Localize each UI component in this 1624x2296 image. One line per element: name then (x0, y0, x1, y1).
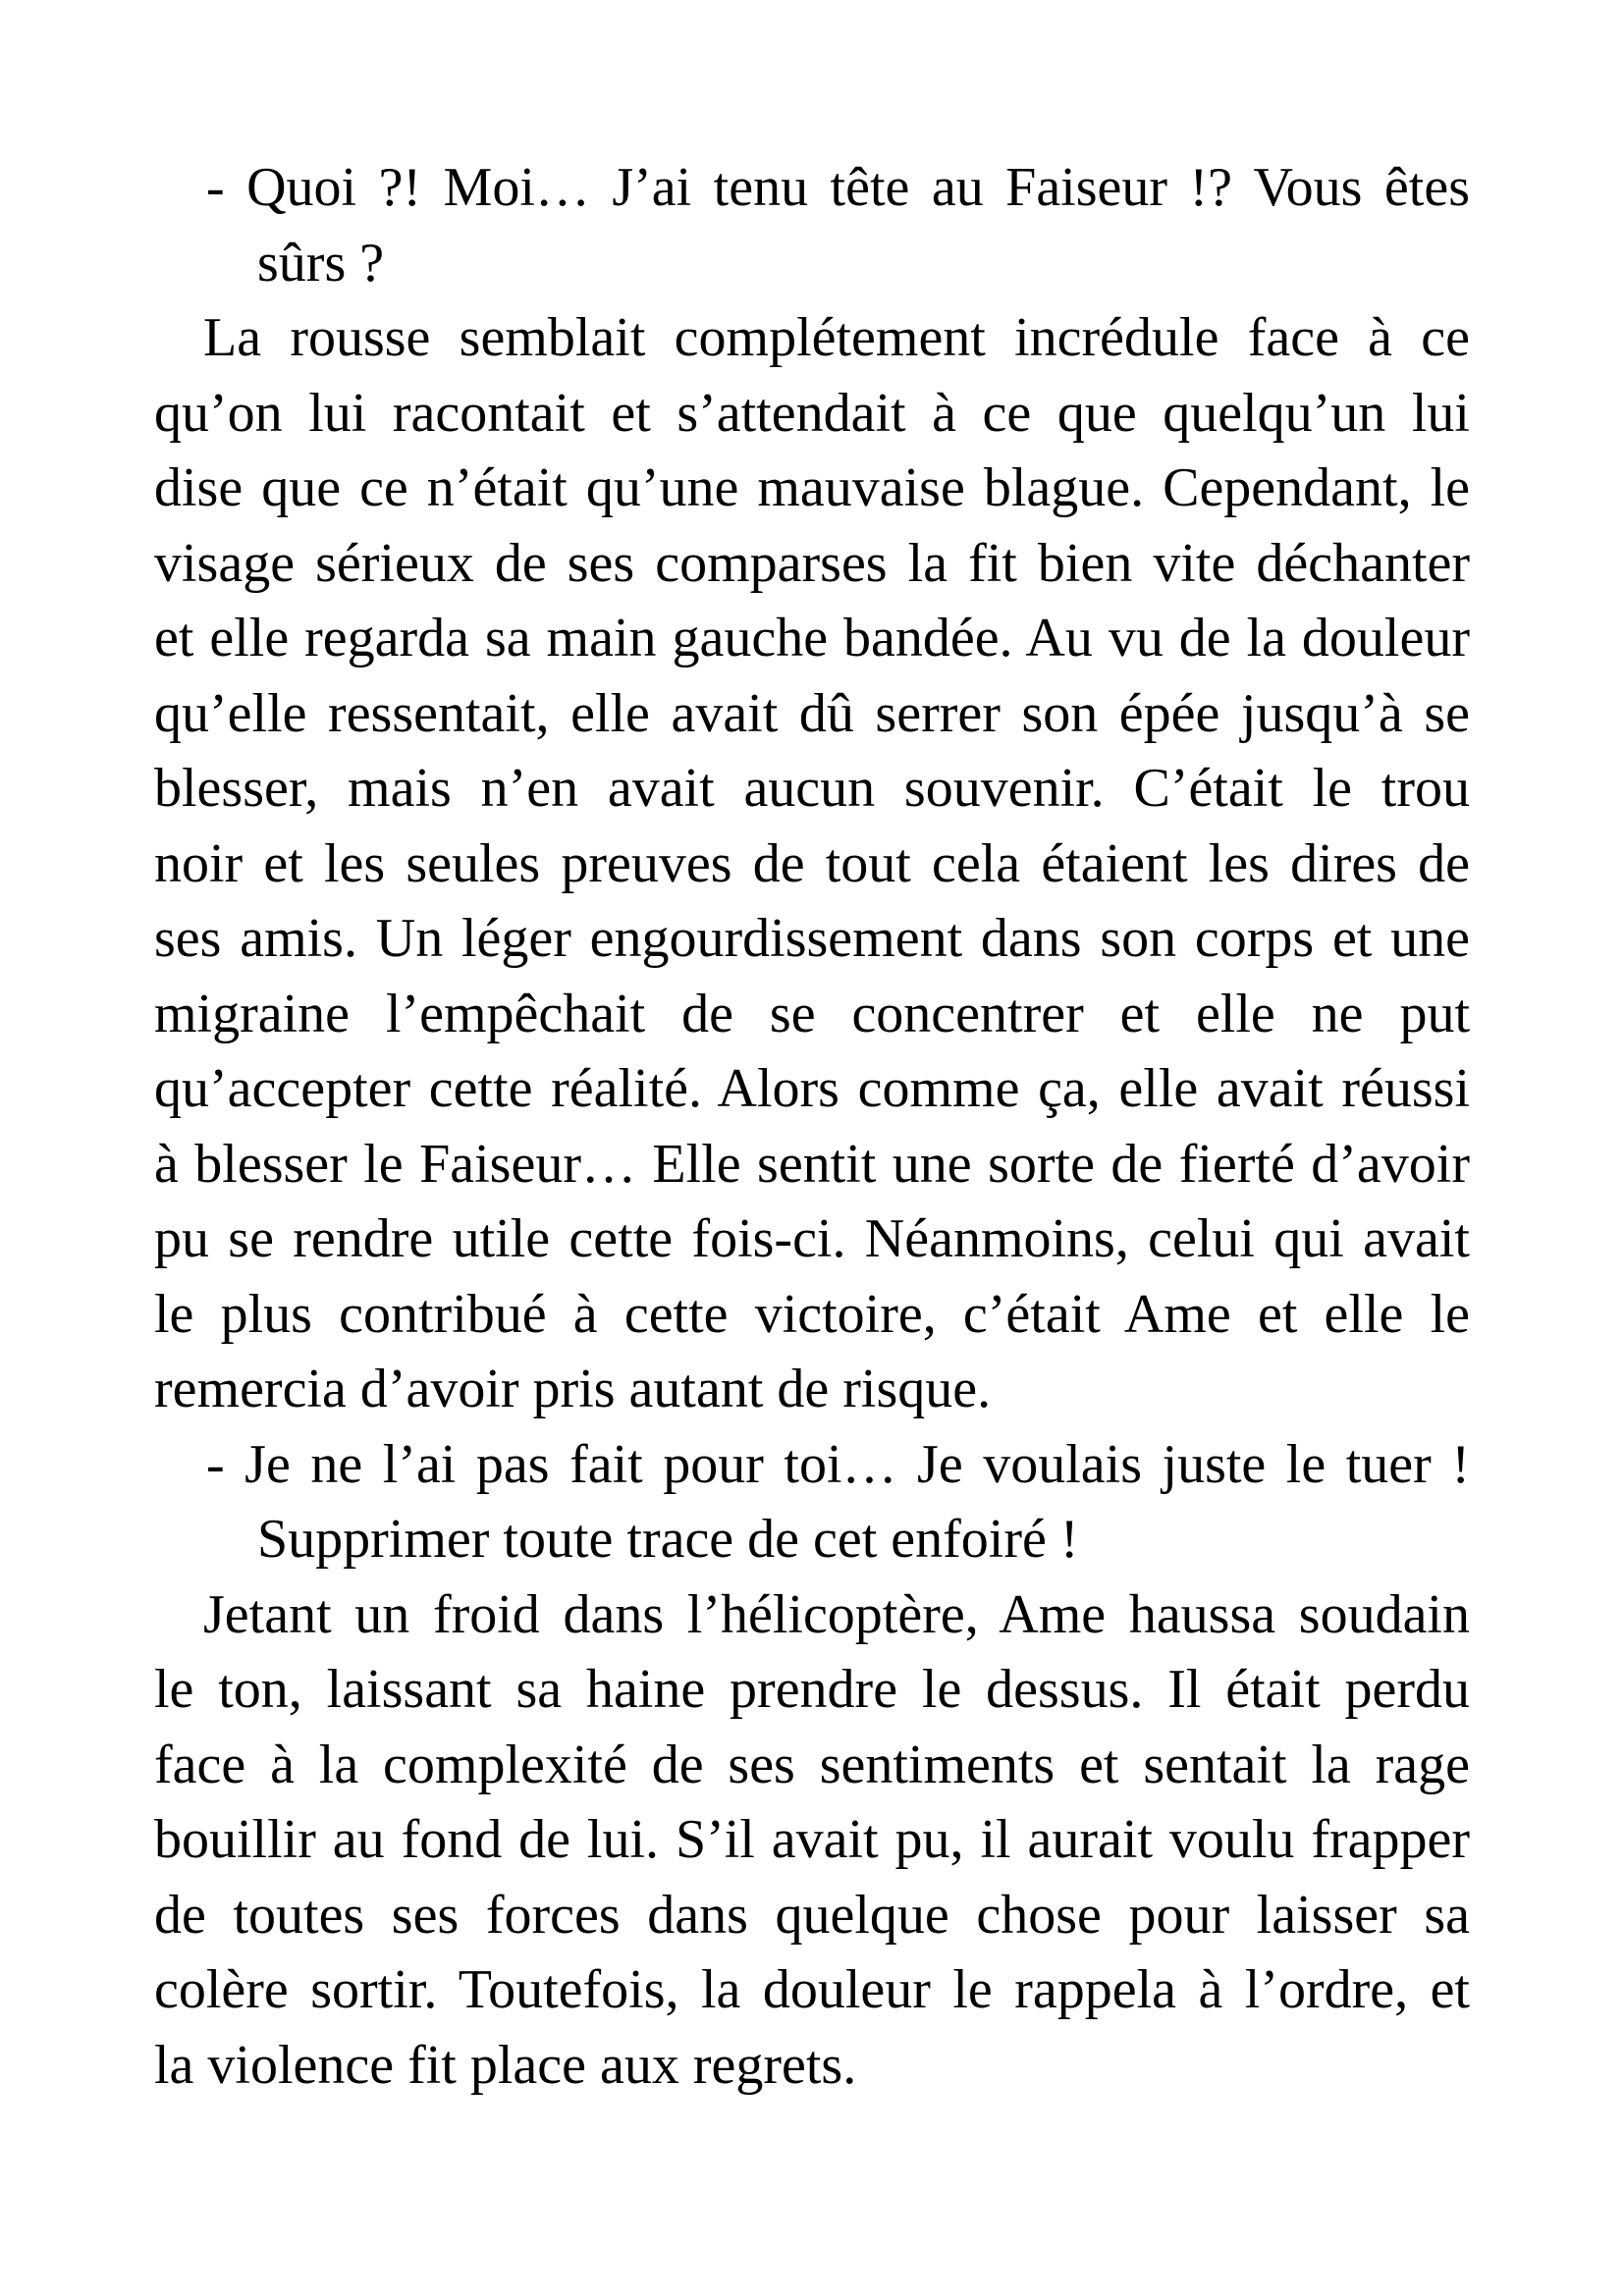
text-line: et elle regarda sa main gauche bandée. Au vu de la douleur (154, 608, 1470, 668)
text-line: Jetant un froid dans l’hélicoptère, Ame haussa soudain (203, 1583, 1470, 1645)
dialogue-paragraph (154, 150, 1470, 300)
dialogue-paragraph (154, 1427, 1470, 1577)
text-line: - Quoi ?! Moi… J’ai tenu tête au Faiseur !? Vous êtes (206, 157, 1470, 218)
text-line: remercia d’avoir pris autant de risque. (154, 1359, 992, 1419)
text-line: face à la complexité de ses sentiments et sentait la rage (154, 1734, 1470, 1795)
page-text-block (154, 150, 1470, 2103)
text-line: migraine l’empêchait de se concentrer et elle ne put (154, 983, 1470, 1044)
text-line: ses amis. Un léger engourdissement dans son corps et une (154, 908, 1470, 969)
text-line: à blesser le Faiseur… Elle sentit une sorte de fierté d’avoir (154, 1133, 1470, 1195)
text-line: qu’elle ressentait, elle avait dû serrer son épée jusqu’à se (154, 682, 1470, 744)
narrative-paragraph (154, 1577, 1470, 2104)
text-line: colère sortir. Toutefois, la douleur le rappela à l’ordre, et (154, 1959, 1470, 2020)
text-line: de toutes ses forces dans quelque chose pour laisser sa (154, 1884, 1470, 1946)
text-line: La rousse semblait complétement incrédule face à ce (203, 307, 1470, 368)
narrative-paragraph (154, 300, 1470, 1427)
text-line: bouillir au fond de lui. S’il avait pu, il aurait voulu frapper (154, 1809, 1470, 1870)
text-line: noir et les seules preuves de tout cela étaient les dires de (154, 832, 1470, 894)
text-line: pu se rendre utile cette fois-ci. Néanmoins, celui qui avait (154, 1208, 1470, 1269)
text-line: qu’on lui racontait et s’attendait à ce que quelqu’un lui (154, 382, 1470, 444)
text-line: - Je ne l’ai pas fait pour toi… Je voulais juste le tuer ! (206, 1433, 1470, 1495)
text-line: le plus contribué à cette victoire, c’était Ame et elle le (154, 1283, 1470, 1345)
text-line: la violence fit place aux regrets. (154, 2034, 857, 2096)
text-line: qu’accepter cette réalité. Alors comme ça, elle avait réussi (154, 1058, 1470, 1119)
text-line: dise que ce n’était qu’une mauvaise blague. Cependant, le (154, 457, 1470, 518)
text-line: Supprimer toute trace de cet enfoiré ! (257, 1509, 1079, 1570)
text-line: le ton, laissant sa haine prendre le dessus. Il était perdu (154, 1659, 1470, 1720)
text-line: blesser, mais n’en avait aucun souvenir. C’était le trou (154, 758, 1470, 819)
text-line: visage sérieux de ses comparses la fit bien vite déchanter (154, 532, 1470, 594)
text-line: sûrs ? (257, 232, 385, 294)
